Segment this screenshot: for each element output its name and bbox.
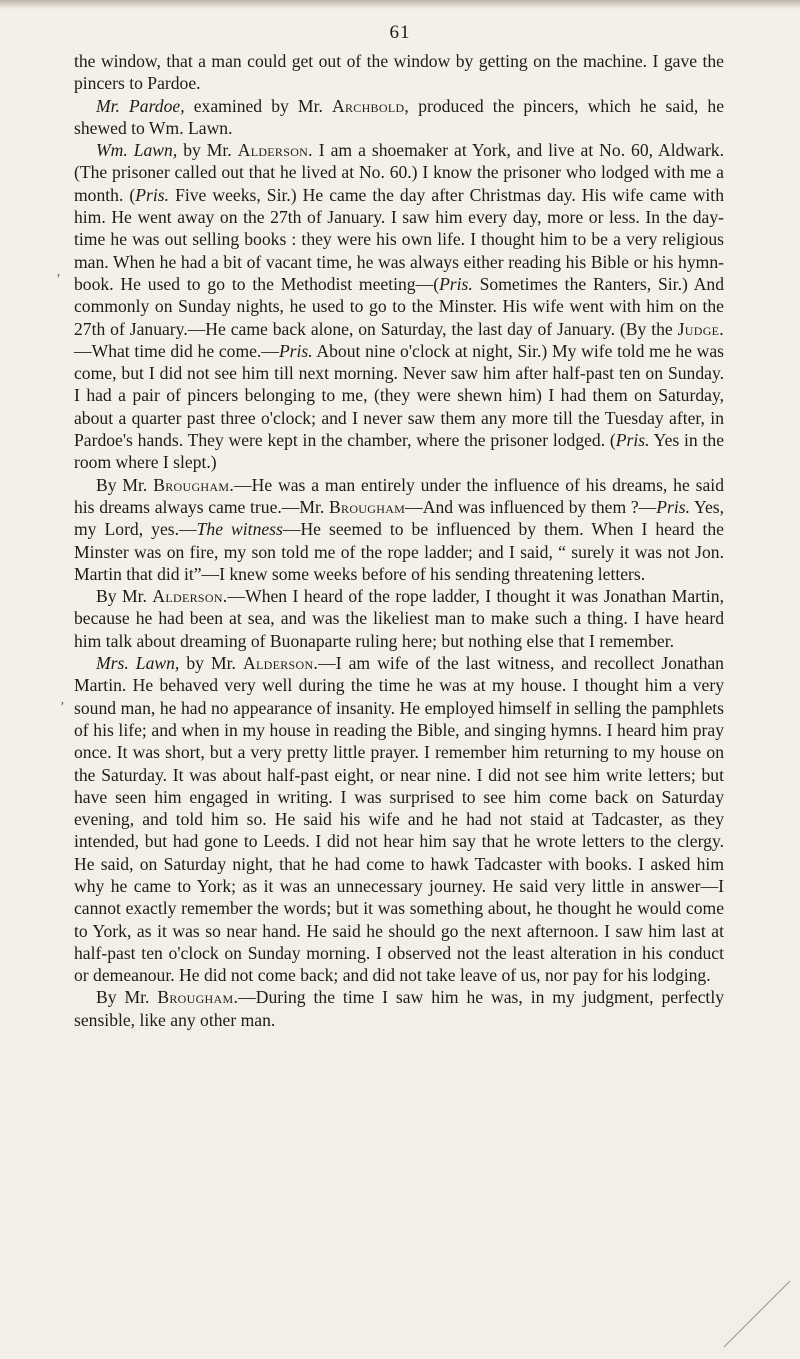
small-caps-name: Alderson. bbox=[242, 653, 319, 674]
text-run: Five weeks, Sir.) He came the day after Christmas day. His wife came with him. He went away on the 27th of January. I saw him every day, more or less. In the day-time he was out selling books : they were his own life. I thought him to be a very religious man. When he had a bit of vacant time, he was always either reading his Bible or his hymn-book. He used to go to the Methodist meeting—( bbox=[74, 184, 724, 294]
italic-text: Mr. Pardoe, bbox=[96, 95, 185, 116]
italic-text: Pris. bbox=[278, 340, 313, 361]
text-run: the window, that a man could get out of the window by getting on the machine. I gave the pincers to Pardoe. bbox=[74, 51, 724, 94]
small-caps-name: Alderson. bbox=[237, 140, 313, 161]
small-caps-name: Alderson. bbox=[152, 586, 228, 607]
text-run: examined by Mr. bbox=[184, 95, 332, 116]
italic-text: Mrs. Lawn, bbox=[96, 653, 180, 674]
italic-text: Wm. Lawn, bbox=[96, 140, 178, 161]
paragraph bbox=[74, 139, 724, 473]
margin-mark: ’ bbox=[56, 272, 61, 287]
text-run: produced the pincers, which he said, he shewed to Wm. Lawn. bbox=[74, 95, 724, 138]
text-run: By Mr. bbox=[96, 987, 158, 1008]
small-caps-name: Brougham. bbox=[157, 987, 239, 1008]
text-run: Yes in the room where I slept.) bbox=[74, 430, 725, 473]
text-run: —During the time I saw him he was, in my judgment, perfectly sensible, like any other man. bbox=[74, 987, 724, 1030]
paragraph bbox=[74, 652, 724, 986]
italic-text: The witness bbox=[196, 519, 283, 540]
text-run: by Mr. bbox=[177, 140, 238, 161]
small-caps-name: Brougham. bbox=[153, 474, 235, 495]
text-run: Yes, my Lord, yes.— bbox=[74, 496, 724, 540]
body-text bbox=[74, 50, 724, 1031]
paragraph bbox=[74, 474, 724, 585]
text-run: —What time did he come.— bbox=[74, 340, 279, 361]
page-number: 61 bbox=[389, 22, 411, 43]
text-run: —I am wife of the last witness, and recollect Jonathan Martin. He behaved very well during the time he was at my house. I thought him a very sound man, he had no appearance of insanity. He employed himself in selling the pamphlets of his life; and when in my house in reading the Bible, and singing hymns. I heard him pray once. It was short, but a very pretty little prayer. I remember him returning to my house on the Saturday. It was about half-past eight, or near nine. I did not see him write letters; but have seen him engaged in writing. I was surprised to see him come back on Saturday evening, and told him so. He said his wife and he had not staid at Tadcaster, as they intended, but had gone to Leeds. I did not hear him say that he wrote letters to the clergy. He said, on Saturday night, that he had come to hawk Tadcaster with books. I asked him why he came to York; as it was an unnecessary journey. He said very little in answer—I cannot exactly remember the words; but it was something about, he thought he would come to York, as it was so near hand. He said he should go the next afternoon. I saw him last at half-past ten o'clock on Sunday morning. I observed not the least alteration in his conduct or demeanour. He did not come back; and did not take leave of us, nor pay for his lodging. bbox=[74, 653, 724, 986]
text-run: —He seemed to be influenced by them. When I heard the Minster was on fire, my son told me of the rope ladder; and I said, “ surely it was not Jon. Martin that did it”—I knew some weeks before of his sending threatening letters. bbox=[74, 519, 724, 584]
text-run: By Mr. bbox=[96, 586, 153, 607]
text-run: Sometimes the Ranters, Sir.) And commonly on Sunday nights, he used to go to the Minster. His wife went with him on the 27th of January.—He came back alone, on Saturday, the last day of January. (By the bbox=[74, 273, 724, 339]
small-caps-name: Judge. bbox=[677, 318, 724, 339]
italic-text: Pris. bbox=[135, 184, 170, 205]
text-run: By Mr. bbox=[96, 474, 154, 495]
text-run: I am a shoemaker at York, and live at No. 60, Aldwark. (The prisoner called out that he lived at No. 60.) I know the prisoner who lodged with me a month. ( bbox=[74, 140, 725, 205]
text-run: About nine o'clock at night, Sir.) My wife told me he was come, but I did not see him till next morning. Never saw him after half-past ten on Sunday. I had a pair of pincers belonging to me, (they were shewn him) I had them on Saturday, about a quarter past three o'clock; and I never saw them any more till the Tuesday after, in Pardoe's hands. They were kept in the chamber, where the prisoner lodged. ( bbox=[74, 340, 724, 451]
text-run: by Mr. bbox=[179, 653, 243, 674]
italic-text: Pris. bbox=[615, 430, 650, 451]
small-caps-name: Brougham bbox=[329, 496, 406, 517]
margin-mark: ’ bbox=[60, 700, 65, 715]
paragraph bbox=[74, 95, 724, 140]
text-run: —He was a man entirely under the influence of his dreams, he said his dreams always came true.—Mr. bbox=[74, 474, 724, 517]
paragraph bbox=[74, 50, 724, 95]
small-caps-name: Archbold, bbox=[331, 95, 410, 116]
page-top-shadow bbox=[0, 0, 800, 8]
paragraph bbox=[74, 986, 724, 1031]
italic-text: Pris. bbox=[656, 496, 690, 517]
italic-text: Pris. bbox=[439, 273, 473, 294]
text-run: —When I heard of the rope ladder, I thought it was Jonathan Martin, because he had been at sea, and was the likeliest man to make such a thing. I have heard him talk about dreaming of Buonaparte ruling here; but nothing else that I remember. bbox=[74, 586, 724, 651]
pencil-mark-icon bbox=[714, 1271, 794, 1351]
text-run: —And was influenced by them ?— bbox=[405, 496, 657, 517]
paragraph bbox=[74, 585, 724, 652]
